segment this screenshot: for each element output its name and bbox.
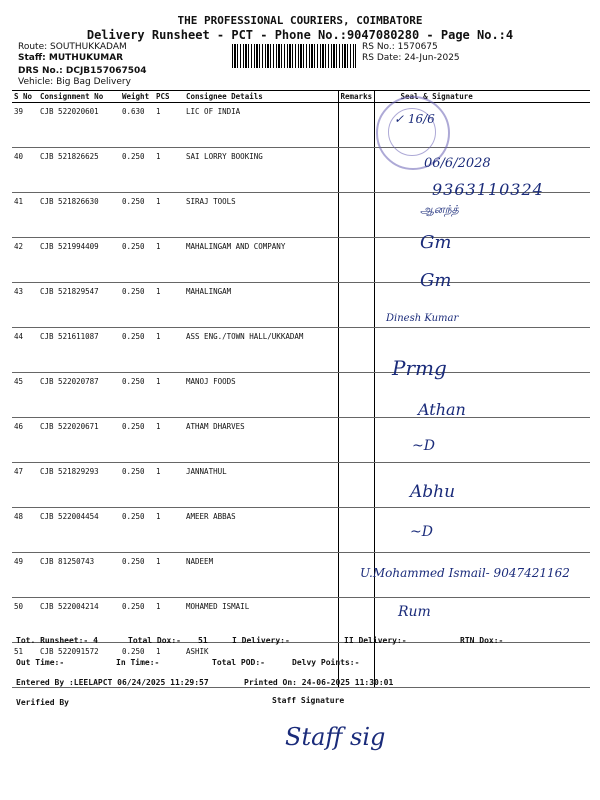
cell-pcs: 1 (154, 463, 184, 508)
cell-consignee: MAHALINGAM (184, 283, 338, 328)
signature-41-name: ஆனந்த் (420, 203, 459, 216)
cell-sno: 39 (12, 103, 38, 148)
cell-seal (374, 193, 590, 238)
cell-seal (374, 238, 590, 283)
col-sno: S No (12, 91, 38, 103)
signature-41-phone: 9363110324 (432, 180, 544, 199)
cell-pcs: 1 (154, 103, 184, 148)
entered-by: Entered By :LEELAPCT 06/24/2025 11:29:57 (16, 678, 209, 687)
table-row (12, 463, 590, 508)
signature-46: Athan (418, 400, 466, 419)
table-row (12, 103, 590, 148)
cell-sno: 42 (12, 238, 38, 283)
vehicle-label: Vehicle: Big Bag Delivery (18, 77, 131, 87)
cell-consignment: CJB 522004454 (38, 508, 120, 553)
cell-sno: 51 (12, 643, 38, 688)
signature-43: Gm (420, 270, 452, 291)
cell-consignee: ASS ENG./TOWN HALL/UKKADAM (184, 328, 338, 373)
staff-signature-label: Staff Signature (272, 696, 345, 705)
signature-40: 06/6/2028 (424, 156, 491, 171)
in-time: In Time:- (116, 658, 160, 667)
cell-pcs: 1 (154, 508, 184, 553)
cell-consignee: ATHAM DHARVES (184, 418, 338, 463)
cell-consignment: CJB 521829547 (38, 283, 120, 328)
cell-sno: 46 (12, 418, 38, 463)
delvy-points: Delvy Points:- (292, 658, 360, 667)
cell-remarks (338, 463, 374, 508)
signature-50: U.Mohammed Ismail- 9047421162 (360, 566, 570, 580)
cell-consignee: AMEER ABBAS (184, 508, 338, 553)
table-row (12, 238, 590, 283)
route-label: Route: SOUTHUKKADAM (18, 42, 127, 52)
signature-51: Rum (398, 604, 431, 620)
cell-pcs: 1 (154, 328, 184, 373)
table-row (12, 508, 590, 553)
runsheet-title: Delivery Runsheet - PCT - Phone No.:9047080280 - Page No.:4 (86, 28, 514, 42)
cell-weight: 0.250 (120, 553, 154, 598)
cell-pcs: 1 (154, 418, 184, 463)
cell-pcs: 1 (154, 238, 184, 283)
cell-sno: 47 (12, 463, 38, 508)
cell-pcs: 1 (154, 553, 184, 598)
signature-47: ~D (412, 438, 435, 454)
cell-weight: 0.250 (120, 238, 154, 283)
col-consignment: Consignment No (38, 91, 120, 103)
cell-consignment: CJB 521829293 (38, 463, 120, 508)
col-pcs: PCS (154, 91, 184, 103)
cell-consignee: MANOJ FOODS (184, 373, 338, 418)
cell-weight: 0.630 (120, 103, 154, 148)
rs-date: RS Date: 24-Jun-2025 (362, 53, 460, 63)
cell-remarks (338, 103, 374, 148)
cell-consignment: CJB 521611087 (38, 328, 120, 373)
cell-weight: 0.250 (120, 598, 154, 643)
cell-consignee: ASHIK (184, 643, 338, 688)
cell-sno: 41 (12, 193, 38, 238)
cell-consignee: MOHAMED ISMAIL (184, 598, 338, 643)
cell-remarks (338, 193, 374, 238)
cell-sno: 49 (12, 553, 38, 598)
cell-seal (374, 463, 590, 508)
verified-by: Verified By (16, 698, 69, 707)
col-consignee: Consignee Details (184, 91, 338, 103)
cell-pcs: 1 (154, 283, 184, 328)
table-row (12, 328, 590, 373)
cell-consignee: NADEEM (184, 553, 338, 598)
cell-consignee: SAI LORRY BOOKING (184, 148, 338, 193)
cell-remarks (338, 418, 374, 463)
signature-39: ✓ 16/6 (394, 112, 435, 126)
cell-consignment: CJB 522004214 (38, 598, 120, 643)
cell-remarks (338, 508, 374, 553)
company-title: THE PROFESSIONAL COURIERS, COIMBATORE (177, 14, 423, 27)
cell-weight: 0.250 (120, 508, 154, 553)
cell-consignee: SIRAJ TOOLS (184, 193, 338, 238)
cell-consignment: CJB 81250743 (38, 553, 120, 598)
printed-on: Printed On: 24-06-2025 11:30:01 (244, 678, 394, 687)
cell-consignment: CJB 522020601 (38, 103, 120, 148)
cell-weight: 0.250 (120, 463, 154, 508)
cell-pcs: 1 (154, 643, 184, 688)
col-seal: Seal & Signature (374, 91, 590, 103)
cell-sno: 48 (12, 508, 38, 553)
rtn-dox: RTN Dox:- (460, 636, 504, 645)
cell-sno: 45 (12, 373, 38, 418)
cell-weight: 0.250 (120, 328, 154, 373)
cell-weight: 0.250 (120, 148, 154, 193)
cell-remarks (338, 283, 374, 328)
cell-consignee: LIC OF INDIA (184, 103, 338, 148)
table-row (12, 373, 590, 418)
table-row (12, 283, 590, 328)
cell-consignment: CJB 521994409 (38, 238, 120, 283)
barcode-image (232, 44, 356, 68)
cell-pcs: 1 (154, 373, 184, 418)
cell-remarks (338, 328, 374, 373)
total-dox-label: Total Dox:- (128, 636, 181, 645)
col-weight: Weight (120, 91, 154, 103)
cell-weight: 0.250 (120, 373, 154, 418)
cell-consignment: CJB 522091572 (38, 643, 120, 688)
cell-consignment: CJB 522020787 (38, 373, 120, 418)
cell-pcs: 1 (154, 598, 184, 643)
tot-runsheet: Tot. Runsheet:- 4 (16, 636, 98, 645)
out-time: Out Time:- (16, 658, 65, 667)
cell-remarks (338, 373, 374, 418)
cell-consignee: MAHALINGAM AND COMPANY (184, 238, 338, 283)
table-row (12, 193, 590, 238)
table-header-row (12, 91, 590, 103)
cell-weight: 0.250 (120, 193, 154, 238)
cell-consignment: CJB 521826625 (38, 148, 120, 193)
staff-label: Staff: MUTHUKUMAR (18, 53, 124, 63)
cell-seal (374, 508, 590, 553)
signature-42: Gm (420, 232, 452, 253)
cell-pcs: 1 (154, 193, 184, 238)
cell-consignment: CJB 521826630 (38, 193, 120, 238)
cell-remarks (338, 238, 374, 283)
signature-48: Abhu (410, 482, 456, 502)
cell-sno: 50 (12, 598, 38, 643)
col-remarks: Remarks (338, 91, 374, 103)
cell-sno: 43 (12, 283, 38, 328)
total-dox-value: 51 (198, 636, 208, 645)
i-delivery: I Delivery:- (232, 636, 290, 645)
cell-remarks (338, 148, 374, 193)
signature-45: Prmg (392, 356, 447, 380)
cell-sno: 44 (12, 328, 38, 373)
drs-number: DRS No.: DCJB157067504 (18, 66, 147, 76)
staff-signature-drawn: Staff sig (285, 723, 386, 751)
signature-44: Dinesh Kumar (386, 313, 459, 324)
total-pod: Total POD:- (212, 658, 265, 667)
cell-weight: 0.250 (120, 418, 154, 463)
rs-number: RS No.: 1570675 (362, 42, 438, 52)
cell-weight: 0.250 (120, 643, 154, 688)
cell-consignee: JANNATHUL (184, 463, 338, 508)
cell-seal (374, 418, 590, 463)
cell-weight: 0.250 (120, 283, 154, 328)
cell-seal (374, 643, 590, 688)
cell-sno: 40 (12, 148, 38, 193)
ii-delivery: II Delivery:- (344, 636, 407, 645)
table-row (12, 418, 590, 463)
cell-consignment: CJB 522020671 (38, 418, 120, 463)
signature-49: ~D (410, 524, 433, 540)
cell-pcs: 1 (154, 148, 184, 193)
